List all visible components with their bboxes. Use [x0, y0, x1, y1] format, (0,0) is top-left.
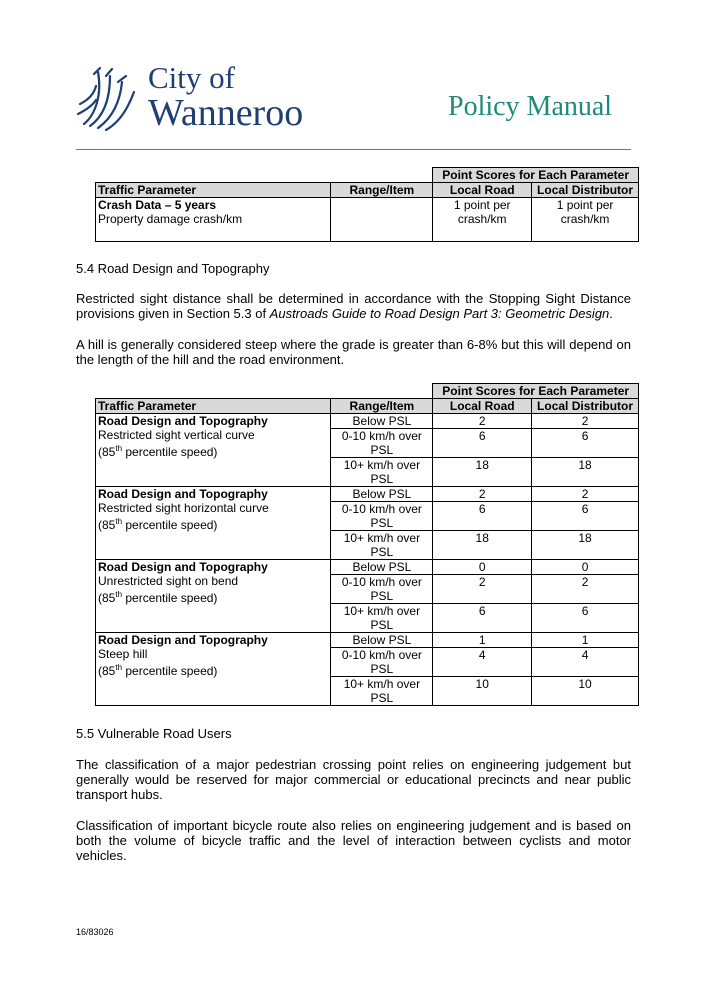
parameter-title: Road Design and Topography	[98, 414, 268, 428]
range-cell: 0-10 km/h over PSL	[331, 429, 433, 458]
table-row	[96, 414, 639, 429]
local-distributor-cell: 4	[532, 648, 639, 677]
range-cell: 10+ km/h over PSL	[331, 677, 433, 706]
parameter-desc: Restricted sight horizontal curve	[98, 501, 269, 515]
percentile-superscript: th	[115, 590, 123, 599]
parameter-cell	[96, 487, 331, 560]
local-distributor-cell: 0	[532, 560, 639, 575]
local-road-cell: 6	[433, 429, 532, 458]
percentile-prefix: (85	[98, 591, 116, 605]
range-cell: 10+ km/h over PSL	[331, 458, 433, 487]
paragraph-text: .	[609, 306, 613, 321]
paragraph: A hill is generally considered steep where the grade is greater than 6-8% but this will depend on the length of the hill and the road environment.	[76, 337, 631, 367]
column-header: Local Distributor	[532, 399, 639, 414]
table-row	[96, 633, 639, 648]
range-cell: 10+ km/h over PSL	[331, 531, 433, 560]
local-distributor-cell: 1	[532, 633, 639, 648]
local-road-cell: 2	[433, 414, 532, 429]
parameter-desc: Unrestricted sight on bend	[98, 574, 239, 588]
group-header: Point Scores for Each Parameter	[433, 168, 639, 183]
local-distributor-cell: 6	[532, 429, 639, 458]
parameter-title: Crash Data – 5 years	[98, 198, 217, 212]
parameter-desc: Restricted sight vertical curve	[98, 428, 255, 442]
column-header: Traffic Parameter	[96, 183, 331, 198]
percentile-prefix: (85	[98, 664, 116, 678]
parameter-cell	[96, 198, 331, 242]
local-road-cell: 4	[433, 648, 532, 677]
column-header: Range/Item	[331, 399, 433, 414]
header-divider	[76, 149, 631, 150]
table-row	[96, 560, 639, 575]
logo-text-wanneroo: Wanneroo	[148, 92, 304, 134]
city-logo-emblem	[76, 64, 146, 134]
local-road-cell: 18	[433, 458, 532, 487]
parameter-cell	[96, 414, 331, 487]
percentile-prefix: (85	[98, 445, 116, 459]
percentile-suffix: percentile speed)	[122, 518, 218, 532]
percentile-suffix: percentile speed)	[122, 664, 218, 678]
percentile-suffix: percentile speed)	[122, 445, 218, 459]
local-road-cell: 18	[433, 531, 532, 560]
local-distributor-cell: 2	[532, 414, 639, 429]
paragraph	[76, 291, 631, 321]
local-distributor-cell: 6	[532, 502, 639, 531]
local-road-cell: 1	[433, 633, 532, 648]
range-cell: 0-10 km/h over PSL	[331, 648, 433, 677]
percentile-prefix: (85	[98, 518, 116, 532]
parameter-cell	[96, 633, 331, 706]
column-header: Local Distributor	[532, 183, 639, 198]
section-heading: 5.4 Road Design and Topography	[76, 261, 270, 276]
local-distributor-cell: 18	[532, 531, 639, 560]
range-cell: Below PSL	[331, 487, 433, 502]
local-road-cell: 2	[433, 487, 532, 502]
range-cell: 10+ km/h over PSL	[331, 604, 433, 633]
parameter-desc: Property damage crash/km	[98, 212, 243, 226]
range-cell: Below PSL	[331, 560, 433, 575]
parameter-title: Road Design and Topography	[98, 633, 268, 647]
paragraph: The classification of a major pedestrian crossing point relies on engineering judgement but generally would be reserved for major commercial or educational precincts and near public transport hubs.	[76, 757, 631, 802]
percentile-note	[98, 515, 328, 532]
range-cell	[331, 198, 433, 242]
paragraph-text: Restricted sight distance shall be determined in accordance with the Stopping Sight Distance provisions given in Section 5.3 of	[76, 291, 631, 321]
percentile-suffix: percentile speed)	[122, 591, 218, 605]
table-row	[96, 487, 639, 502]
local-road-cell: 10	[433, 677, 532, 706]
paragraph: Classification of important bicycle route also relies on engineering judgement and is based on both the volume of bicycle traffic and the level of interaction between cyclists and motor vehicles.	[76, 818, 631, 863]
local-distributor-cell: 18	[532, 458, 639, 487]
percentile-note	[98, 588, 328, 605]
column-header: Range/Item	[331, 183, 433, 198]
local-distributor-cell: 1 point per crash/km	[532, 198, 639, 242]
local-distributor-cell: 10	[532, 677, 639, 706]
range-cell: Below PSL	[331, 414, 433, 429]
local-distributor-cell: 2	[532, 575, 639, 604]
crash-data-table	[95, 167, 639, 242]
table-body	[96, 414, 639, 706]
parameter-title: Road Design and Topography	[98, 487, 268, 501]
parameter-title: Road Design and Topography	[98, 560, 268, 574]
section-heading: 5.5 Vulnerable Road Users	[76, 726, 232, 741]
parameter-cell	[96, 560, 331, 633]
local-road-cell: 6	[433, 502, 532, 531]
road-design-table	[95, 383, 639, 706]
column-header: Local Road	[433, 183, 532, 198]
percentile-note	[98, 661, 328, 678]
percentile-superscript: th	[115, 444, 123, 453]
local-distributor-cell: 6	[532, 604, 639, 633]
column-header: Traffic Parameter	[96, 399, 331, 414]
page-title: Policy Manual	[448, 91, 613, 122]
local-distributor-cell: 2	[532, 487, 639, 502]
percentile-superscript: th	[115, 517, 123, 526]
range-cell: 0-10 km/h over PSL	[331, 502, 433, 531]
percentile-note	[98, 442, 328, 459]
document-reference: 16/83026	[76, 927, 114, 937]
local-road-cell: 6	[433, 604, 532, 633]
group-header: Point Scores for Each Parameter	[433, 384, 639, 399]
percentile-superscript: th	[115, 663, 123, 672]
parameter-desc: Steep hill	[98, 647, 148, 661]
range-cell: 0-10 km/h over PSL	[331, 575, 433, 604]
paragraph-citation: Austroads Guide to Road Design Part 3: Geometric Design	[269, 306, 610, 321]
local-road-cell: 2	[433, 575, 532, 604]
logo-text-city-of: City of	[148, 60, 235, 95]
range-cell: Below PSL	[331, 633, 433, 648]
local-road-cell: 0	[433, 560, 532, 575]
column-header: Local Road	[433, 399, 532, 414]
local-road-cell: 1 point per crash/km	[433, 198, 532, 242]
